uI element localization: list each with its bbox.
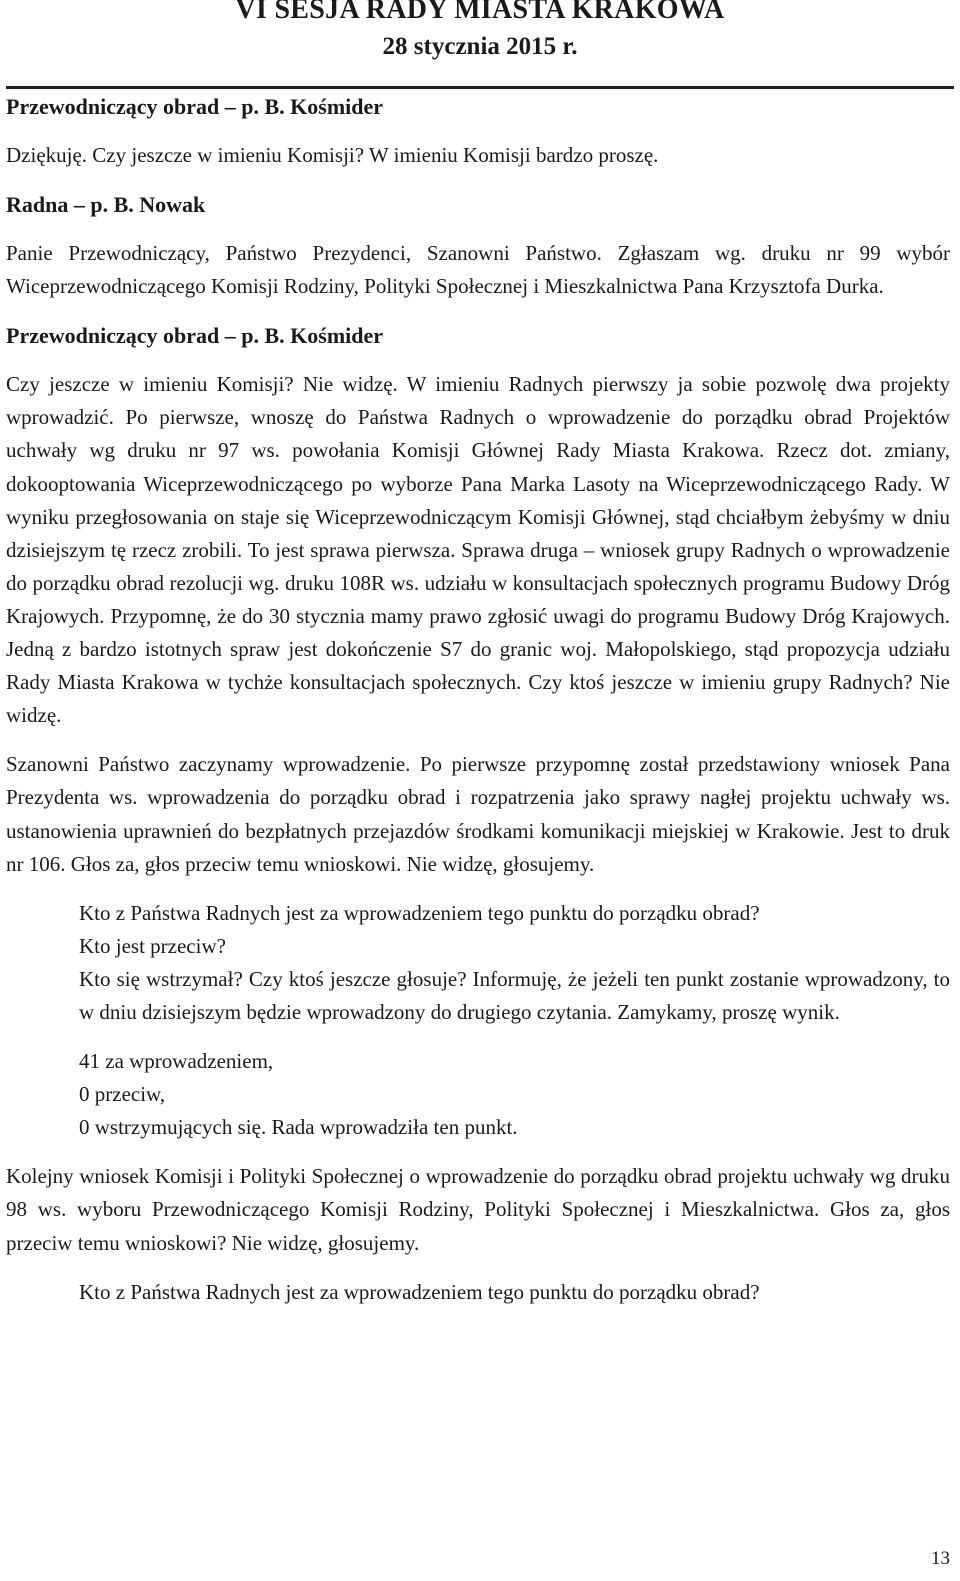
speech-paragraph: Dziękuję. Czy jeszcze w imieniu Komisji? W imieniu Komisji bardzo proszę.	[6, 143, 659, 167]
speech-paragraph: Szanowni Państwo zaczynamy wprowadzenie. Po pierwsze przypomnę został przedstawiony wniosek Pana Prezydenta ws. wprowadzenia do porządku obrad i rozpatrzenia jako sprawy nagłej projektu uchwały ws. ustanowienia uprawnień do bezpłatnych przejazdów środkami komunikacji miejskiej w Krakowie. Jest to druk nr 106. Głos za, głos przeciw temu wnioskowi. Nie widzę, głosujemy.	[6, 752, 950, 876]
vote-call-block	[79, 897, 950, 1029]
speech-paragraph: Czy jeszcze w imieniu Komisji? Nie widzę. W imieniu Radnych pierwszy ja sobie pozwolę dwa projekty wprowadzić. Po pierwsze, wnoszę do Państwa Radnych o wprowadzenie do porządku obrad Projektów uchwały wg druku nr 97 ws. powołania Komisji Głównej Rady Miasta Krakowa. Rzecz dot. zmiany, dokooptowania Wiceprzewodniczącego po wyborze Pana Marka Lasoty na Wiceprzewodniczącego Rady. W wyniku przegłosowania on staje się Wiceprzewodniczącym Komisji Głównej, stąd chciałbym żebyśmy w dniu dzisiejszym tę rzecz zrobili. To jest sprawa pierwsza. Sprawa druga – wniosek grupy Radnych o wprowadzenie do porządku obrad rezolucji wg. druku 108R ws. udziału w konsultacjach społecznych programu Budowy Dróg Krajowych. Przypomnę, że do 30 stycznia mamy prawo zgłosić uwagi do programu Budowy Dróg Krajowych. Jedną z bardzo istotnych spraw jest dokończenie S7 do granic woj. Małopolskiego, stąd propozycja udziału Rady Miasta Krakowa w tychże konsultacjach społecznych. Czy ktoś jeszcze w imieniu grupy Radnych? Nie widzę.	[6, 372, 950, 728]
speaker-name: Radna – p. B. Nowak	[6, 192, 206, 218]
vote-result-line: 0 wstrzymujących się. Rada wprowadziła ten punkt.	[79, 1115, 518, 1140]
vote-result-line: 41 za wprowadzeniem,	[79, 1049, 274, 1074]
speech-paragraph: Kolejny wniosek Komisji i Polityki Społecznej o wprowadzenie do porządku obrad projektu uchwały wg druku 98 ws. wyboru Przewodniczącego Komisji Rodziny, Polityki Społecznej i Mieszkalnictwa. Głos za, głos przeciw temu wnioskowi? Nie widzę, głosujemy.	[6, 1164, 950, 1255]
vote-result-line: 0 przeciw,	[79, 1082, 166, 1107]
header-divider	[6, 86, 954, 89]
session-date: 28 stycznia 2015 r.	[382, 33, 578, 60]
vote-result-block	[79, 1045, 950, 1144]
vote-call-block	[79, 1276, 950, 1309]
vote-call-line: Kto z Państwa Radnych jest za wprowadzeniem tego punktu do porządku obrad?	[79, 1279, 760, 1304]
vote-call-line: Kto się wstrzymał? Czy ktoś jeszcze głosuje? Informuję, że jeżeli ten punkt zostanie wprowadzony, to w dniu dzisiejszym będzie wprowadzony do drugiego czytania. Zamykamy, proszę wynik.	[79, 966, 950, 1024]
speech-paragraph: Panie Przewodniczący, Państwo Prezydenci, Szanowni Państwo. Zgłaszam wg. druku nr 99 wybór Wiceprzewodniczącego Komisji Rodziny, Polityki Społecznej i Mieszkalnictwa Pana Krzysztofa Durka.	[6, 241, 950, 299]
speaker-name: Przewodniczący obrad – p. B. Kośmider	[6, 323, 384, 349]
page-header	[0, 0, 960, 96]
speaker-name: Przewodniczący obrad – p. B. Kośmider	[6, 94, 384, 119]
transcript-body	[6, 90, 950, 1325]
vote-call-line: Kto z Państwa Radnych jest za wprowadzeniem tego punktu do porządku obrad?	[79, 900, 760, 925]
vote-call-line: Kto jest przeciw?	[79, 933, 226, 958]
session-title: VI SESJA RADY MIASTA KRAKOWA	[235, 0, 725, 25]
page-number: 13	[931, 1548, 950, 1569]
